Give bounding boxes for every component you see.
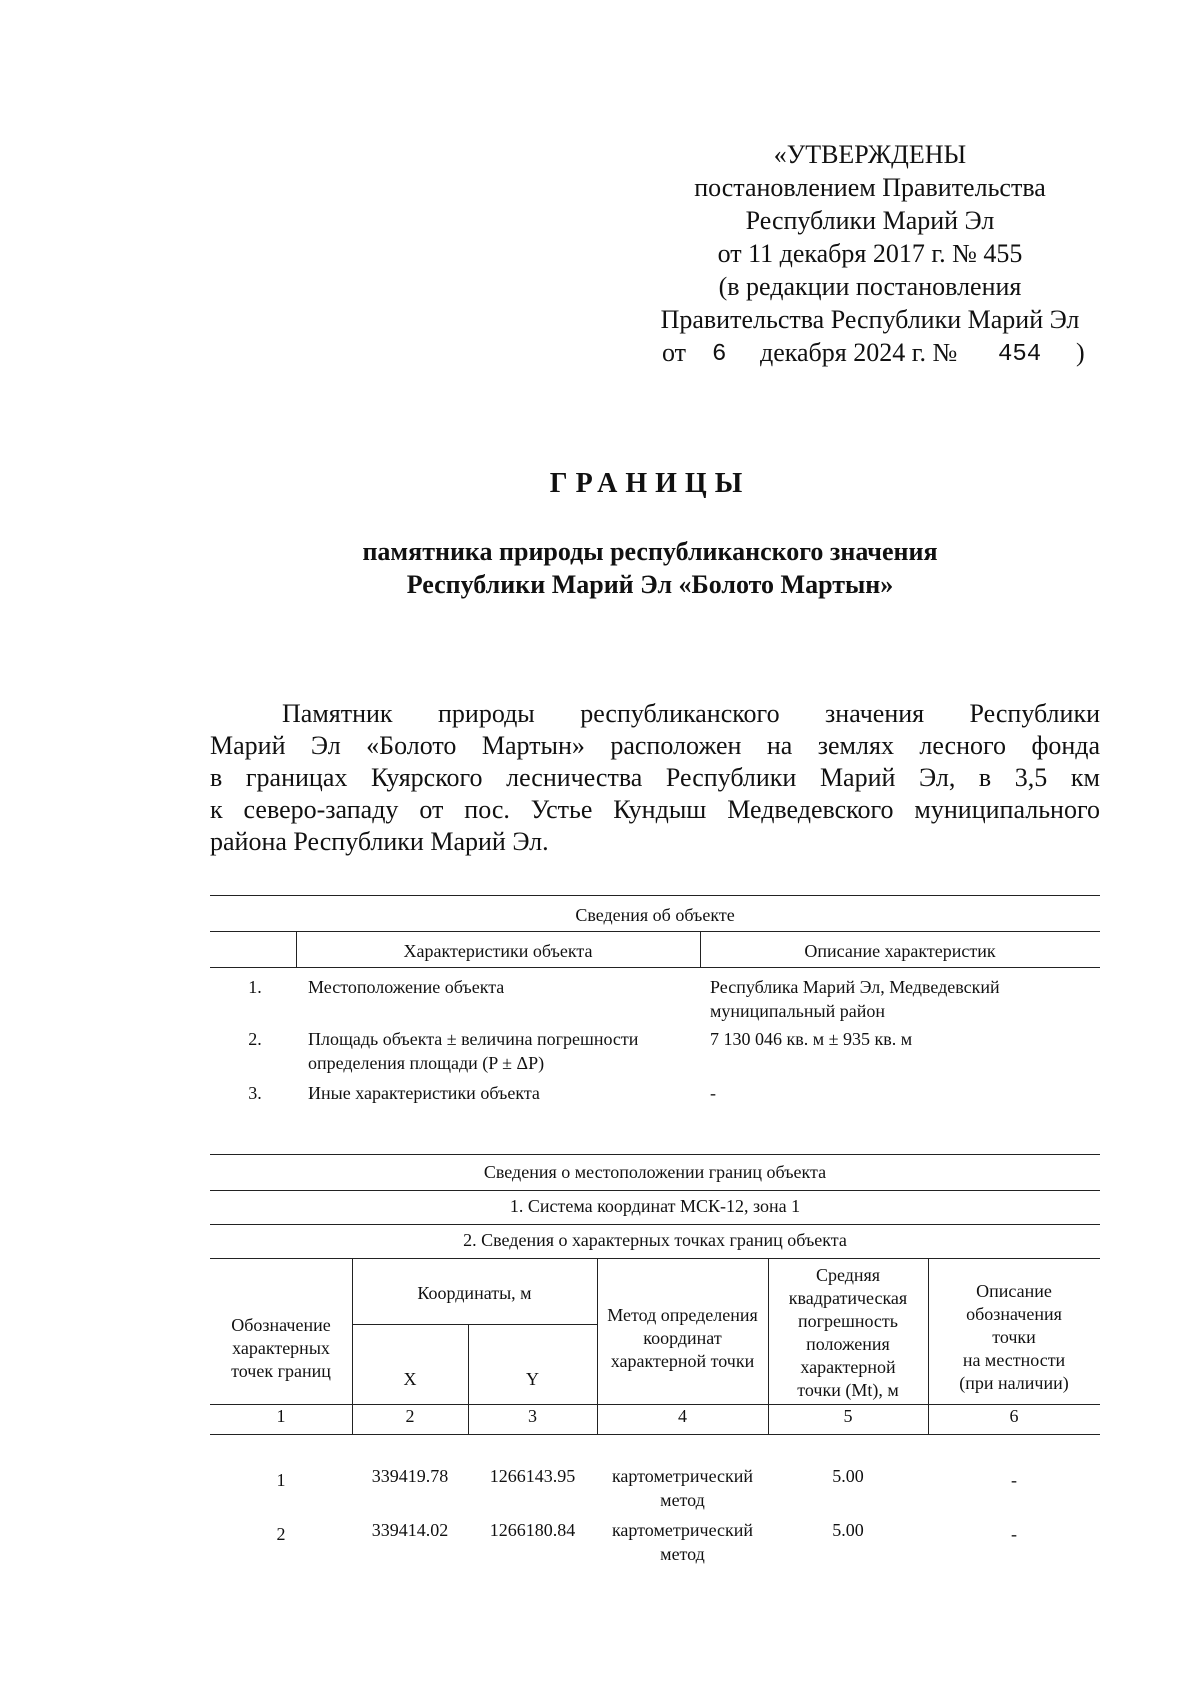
header-text: обозначения bbox=[966, 1304, 1062, 1324]
row-number: 1. bbox=[248, 977, 262, 997]
table-rule bbox=[352, 1324, 597, 1325]
subtitle-line: Республики Марий Эл «Болото Мартын» bbox=[406, 570, 894, 599]
characteristic-text: Местоположение объекта bbox=[308, 977, 505, 997]
row-description bbox=[710, 1081, 1100, 1105]
description-paragraph bbox=[210, 698, 1100, 858]
header-text: координат bbox=[643, 1328, 722, 1348]
approval-number: 454 bbox=[998, 341, 1042, 368]
column-number: 1 bbox=[276, 1406, 286, 1426]
table-rule bbox=[210, 1154, 1100, 1155]
header-text: точки bbox=[992, 1327, 1036, 1347]
table-rule bbox=[210, 1404, 1100, 1405]
point-description: - bbox=[1011, 1470, 1017, 1490]
header-text: Описание bbox=[976, 1281, 1052, 1301]
header-text: характерных bbox=[232, 1338, 330, 1358]
column-number: 5 bbox=[843, 1406, 853, 1426]
paragraph-line: района Республики Марий Эл. bbox=[210, 827, 549, 856]
table-rule bbox=[210, 931, 1100, 932]
paragraph-line: Памятник природы республиканского значения Республики bbox=[282, 699, 1100, 728]
approval-day: 6 bbox=[712, 341, 727, 368]
approval-date-line bbox=[600, 336, 1140, 369]
header-text: Обозначение bbox=[231, 1315, 331, 1335]
point-id: 1 bbox=[276, 1470, 286, 1490]
row-description bbox=[710, 1027, 1100, 1051]
description-text: Республика Марий Эл, Медведевский bbox=[710, 977, 1000, 997]
column-number: 6 bbox=[1009, 1406, 1019, 1426]
coord-y: 1266180.84 bbox=[489, 1520, 576, 1540]
header-text: Метод определения bbox=[607, 1305, 758, 1325]
header-text: (при наличии) bbox=[959, 1373, 1069, 1393]
table-rule bbox=[210, 1258, 1100, 1259]
method-text: картометрический bbox=[611, 1466, 754, 1486]
row-description bbox=[710, 975, 1100, 1023]
method-text: метод bbox=[660, 1490, 705, 1510]
approval-from: от bbox=[662, 338, 687, 367]
column-number: 2 bbox=[405, 1406, 415, 1426]
point-id: 2 bbox=[276, 1524, 286, 1544]
description-text: муниципальный район bbox=[710, 1001, 886, 1021]
approval-close-paren: ) bbox=[1076, 338, 1085, 367]
description-text: 7 130 046 кв. м ± 935 кв. м bbox=[710, 1029, 913, 1049]
header-text: характерной bbox=[800, 1357, 896, 1377]
header-text: точки (Mt), м bbox=[797, 1380, 899, 1400]
mean-square-error: 5.00 bbox=[832, 1520, 864, 1540]
table-rule bbox=[210, 895, 1100, 896]
points-caption: 2. Сведения о характерных точках границ объекта bbox=[463, 1230, 847, 1250]
coord-y: 1266143.95 bbox=[489, 1466, 576, 1486]
header-text: квадратическая bbox=[788, 1288, 908, 1308]
method-text: метод bbox=[660, 1544, 705, 1564]
coord-x: 339419.78 bbox=[371, 1466, 449, 1486]
approval-block bbox=[600, 138, 1140, 369]
row-characteristic bbox=[308, 1027, 698, 1075]
paragraph-line: в границах Куярского лесничества Республики Марий Эл, в 3,5 км bbox=[210, 763, 1100, 792]
paragraph-line: Марий Эл «Болото Мартын» расположен на землях лесного фонда bbox=[210, 731, 1100, 760]
coordinate-system: 1. Система координат МСК-12, зона 1 bbox=[509, 1196, 801, 1216]
header-point-description bbox=[928, 1280, 1100, 1395]
header-text: положения bbox=[806, 1334, 890, 1354]
characteristic-text: Площадь объекта ± величина погрешности bbox=[308, 1029, 639, 1049]
subtitle-line: памятника природы республиканского значения bbox=[362, 537, 938, 566]
column-number: 3 bbox=[528, 1406, 537, 1426]
header-text: Средняя bbox=[815, 1265, 881, 1285]
approval-line: Правительства Республики Марий Эл bbox=[660, 305, 1080, 334]
header-x: X bbox=[403, 1369, 417, 1389]
mean-square-error: 5.00 bbox=[832, 1466, 864, 1486]
document-title: ГРАНИЦЫ bbox=[549, 468, 751, 499]
header-text: точек границ bbox=[231, 1361, 331, 1381]
method-text: картометрический bbox=[611, 1520, 754, 1540]
table-caption: Сведения о местоположении границ объекта bbox=[483, 1162, 827, 1182]
table-rule bbox=[210, 1190, 1100, 1191]
approval-line: (в редакции постановления bbox=[718, 272, 1022, 301]
header-text: погрешность bbox=[797, 1311, 898, 1331]
paragraph-line: к северо-западу от пос. Устье Кундыш Медведевского муниципального bbox=[210, 795, 1100, 824]
approval-line: Республики Марий Эл bbox=[745, 206, 995, 235]
approval-line: постановлением Правительства bbox=[694, 173, 1046, 202]
characteristic-text: определения площади (P ± ΔP) bbox=[308, 1053, 545, 1073]
coord-x: 339414.02 bbox=[371, 1520, 449, 1540]
characteristic-text: Иные характеристики объекта bbox=[308, 1083, 540, 1103]
header-text: на местности bbox=[962, 1350, 1066, 1370]
table-rule bbox=[210, 967, 1100, 968]
row-number: 3. bbox=[248, 1083, 262, 1103]
table-caption: Сведения об объекте bbox=[575, 905, 735, 925]
header-method bbox=[597, 1304, 768, 1373]
point-description: - bbox=[1011, 1524, 1017, 1544]
header-text: характерной точки bbox=[610, 1351, 755, 1371]
header-y: Y bbox=[526, 1369, 539, 1389]
document-subtitle bbox=[0, 535, 1200, 601]
approval-month-year: декабря 2024 г. № bbox=[760, 338, 958, 367]
column-header-description: Описание характеристик bbox=[804, 941, 996, 961]
header-mean-square-error bbox=[768, 1264, 928, 1402]
method bbox=[597, 1518, 768, 1566]
table-rule bbox=[210, 1434, 1100, 1435]
method bbox=[597, 1464, 768, 1512]
row-characteristic bbox=[308, 1081, 698, 1105]
approval-line: от 11 декабря 2017 г. № 455 bbox=[717, 239, 1023, 268]
row-characteristic bbox=[308, 975, 698, 999]
row-number: 2. bbox=[248, 1029, 262, 1049]
description-text: - bbox=[710, 1083, 716, 1103]
column-number: 4 bbox=[678, 1406, 687, 1426]
column-header-characteristics: Характеристики объекта bbox=[403, 941, 593, 961]
header-coordinates: Координаты, м bbox=[417, 1283, 532, 1303]
header-designation bbox=[210, 1314, 352, 1383]
approval-line: «УТВЕРЖДЕНЫ bbox=[773, 140, 967, 169]
table-rule bbox=[210, 1224, 1100, 1225]
